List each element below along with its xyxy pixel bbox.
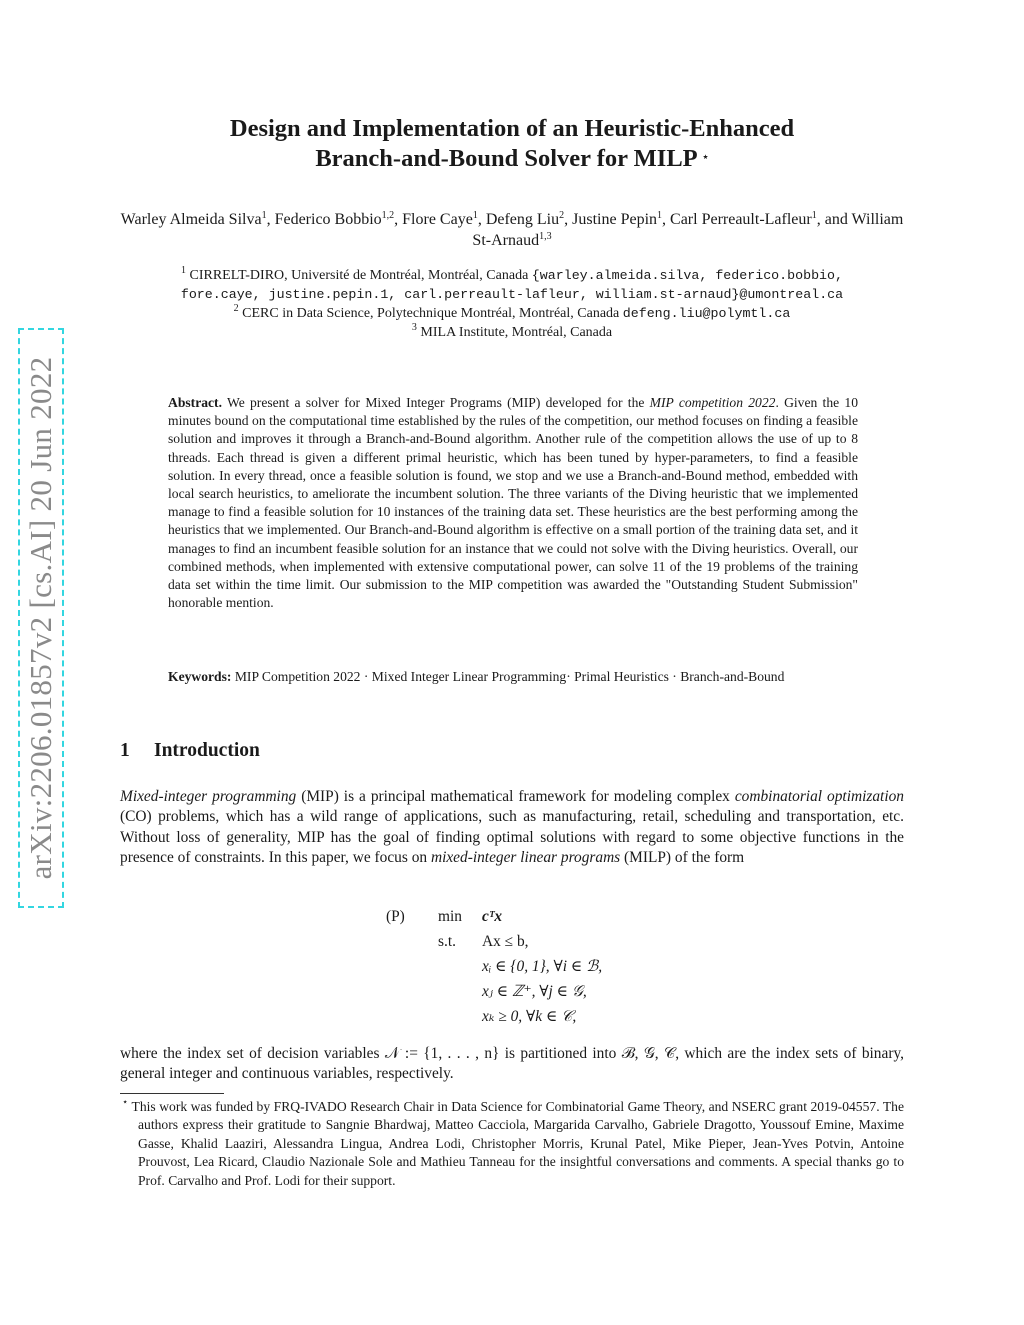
author-affiliation-mark: 1,3	[539, 231, 552, 242]
abstract-text-cont: . Given the 10 minutes bound on the computational time established by the rules of the competition, our method focuses on finding a feasible solution and improves it through a Branch-and-Bound algorithm. Another rule of the competition allows the use of up to 8 threads. Each thread is given a different primal heuristic, which has been tuned by hyper-parameters, to find a feasible solution. In every thread, once a feasible solution is found, we stop and we use a Branch-and-Bound method, embedded with local search heuristics, to ameliorate the incumbent solution. The three variants of the Diving heuristic that we implemented manage to find a feasible solution for 10 instances of the training data set. These heuristics are the best performing among the heuristics that we implemented. Our Branch-and-Bound algorithm is effective on a small portion of the training data set, and it manages to find an incumbent feasible solution for an instance that we could not solve with the Diving heuristics. Overall, our combined methods, when implemented with extensive computational power, can solve 11 of the 19 problems of the training data set within the time limit. Our submission to the MIP competition was awarded the "Outstanding Student Submission" honorable mention.	[168, 395, 858, 611]
author-affiliation-mark: 1	[811, 210, 817, 221]
author-name: Federico Bobbio	[274, 211, 382, 228]
math-min: min	[438, 908, 462, 925]
math-constraint: xₖ ≥ 0, ∀k ∈ 𝒞,	[482, 1008, 577, 1025]
author-name: Justine Pepin	[572, 211, 658, 228]
affiliations	[120, 266, 904, 342]
arxiv-identifier: arXiv:2206.01857v2 [cs.AI] 20 Jun 2022	[23, 356, 58, 880]
keywords-text: MIP Competition 2022 · Mixed Integer Linear Programming· Primal Heuristics · Branch-and-Bound	[234, 669, 785, 684]
author-affiliation-mark: 2	[559, 210, 565, 221]
intro-text: (MILP) of the form	[620, 848, 745, 866]
intro-emphasis: Mixed-integer programming	[120, 788, 297, 805]
intro-emphasis: combinatorial optimization	[734, 788, 904, 805]
math-objective: cᵀx	[482, 908, 503, 925]
intro-text: (CO) problems, which has a wild range of applications, such as manufacturing, retail, scheduling and transportation, etc. Without loss of generality, MIP has the goal of finding optimal solutions with regard to some objective functions in the presence of constraints. In this paper, we focus on	[120, 808, 904, 866]
keywords	[168, 668, 858, 686]
footnote	[120, 1098, 904, 1190]
affiliation-3: MILA Institute, Montréal, Canada	[420, 325, 613, 340]
author-affiliation-mark: 1	[261, 210, 267, 221]
author-list: Warley Almeida Silva$^1$, Federico Bobbio$^{1,2}$, Flore Caye$^1$, Defeng Liu$^2$, Justine Pepin$^1$, Carl Perreault-Lafleur$^1$, and William St-Arnaud$^{1,3}$	[120, 210, 904, 249]
title-line-1: Design and Implementation of an Heuristic-Enhanced	[229, 115, 795, 142]
math-subject-to: s.t.	[438, 933, 456, 950]
author-affiliation-mark: 1	[657, 210, 663, 221]
author-name: William St-Arnaud	[472, 211, 904, 249]
intro-paragraph	[120, 787, 904, 868]
title-footnote-mark: ⋆	[702, 152, 709, 163]
author-affiliation-mark: 1	[472, 210, 478, 221]
abstract-text: We present a solver for Mixed Integer Programs (MIP) developed for the	[226, 395, 645, 410]
affiliation-2: CERC in Data Science, Polytechnique Montréal, Montréal, Canada	[242, 306, 620, 321]
paper-title	[120, 114, 904, 174]
section-heading	[120, 740, 260, 762]
post-formula-text: where the index set of decision variables 𝒩 := {1, . . . , n} is partitioned into ℬ, 𝒢, 𝒞, which are the index sets of binary, general integer and continuous variables, respectively.	[120, 1045, 904, 1083]
affiliation-1-emails: {warley.almeida.silva, federico.bobbio,	[531, 268, 843, 283]
math-constraint: Ax ≤ b,	[482, 933, 529, 950]
section-number: 1	[120, 740, 130, 761]
footnote-mark: ⋆	[122, 1097, 129, 1108]
affiliation-1-emails-cont: fore.caye, justine.pepin.1, carl.perreault-lafleur, william.st-arnaud}@umontreal.ca	[180, 287, 844, 302]
affiliation-1: CIRRELT-DIRO, Université de Montréal, Montréal, Canada	[189, 268, 529, 283]
math-constraint: xᵢ ∈ {0, 1}, ∀i ∈ ℬ,	[482, 958, 603, 975]
abstract	[168, 394, 858, 612]
author-name: Flore Caye	[402, 211, 473, 228]
footnote-rule	[120, 1093, 224, 1094]
author-name: Defeng Liu	[485, 211, 560, 228]
abstract-emphasis: MIP competition 2022	[649, 395, 776, 410]
affiliation-number: 1	[181, 265, 186, 276]
post-formula-paragraph	[120, 1044, 904, 1085]
affiliation-2-email: defeng.liu@polymtl.ca	[622, 306, 791, 321]
math-label: (P)	[386, 908, 405, 925]
affiliation-number: 3	[411, 322, 417, 333]
author-name: Warley Almeida Silva	[120, 211, 262, 228]
intro-text: (MIP) is a principal mathematical framework for modeling complex	[296, 788, 735, 805]
author-name: Carl Perreault-Lafleur	[670, 211, 812, 228]
footnote-text: This work was funded by FRQ-IVADO Research Chair in Data Science for Combinatorial Game Theory, and NSERC grant 2019-04557. The authors express their gratitude to Sangnie Bhardwaj, Matteo Cacciola, Margarida Carvalho, Gabriele Dragotto, Youssouf Emine, Maxime Gasse, Khalid Laaziri, Alessandra Lingua, Andrea Lodi, Christopher Morris, Krunal Patel, Mike Pieper, Jean-Yves Potvin, Antoine Prouvost, Lea Ricard, Claudio Nazionale Sole and Mathieu Tanneau for the insightful conversations and comments. A special thanks go to Prof. Carvalho and Prof. Lodi for their support.	[131, 1099, 904, 1188]
affiliation-number: 2	[233, 303, 239, 314]
author-affiliation-mark: 1,2	[381, 210, 395, 221]
arxiv-identifier-stamp	[18, 328, 64, 908]
section-title: Introduction	[154, 740, 260, 761]
abstract-label: Abstract.	[168, 395, 222, 410]
intro-emphasis: mixed-integer linear programs	[430, 848, 621, 866]
author-conjunction: and	[824, 211, 848, 228]
title-line-2: Branch-and-Bound Solver for MILP	[315, 145, 697, 172]
math-constraint: xⱼ ∈ ℤ⁺, ∀j ∈ 𝒢,	[482, 983, 587, 1000]
keywords-label: Keywords:	[168, 669, 232, 684]
